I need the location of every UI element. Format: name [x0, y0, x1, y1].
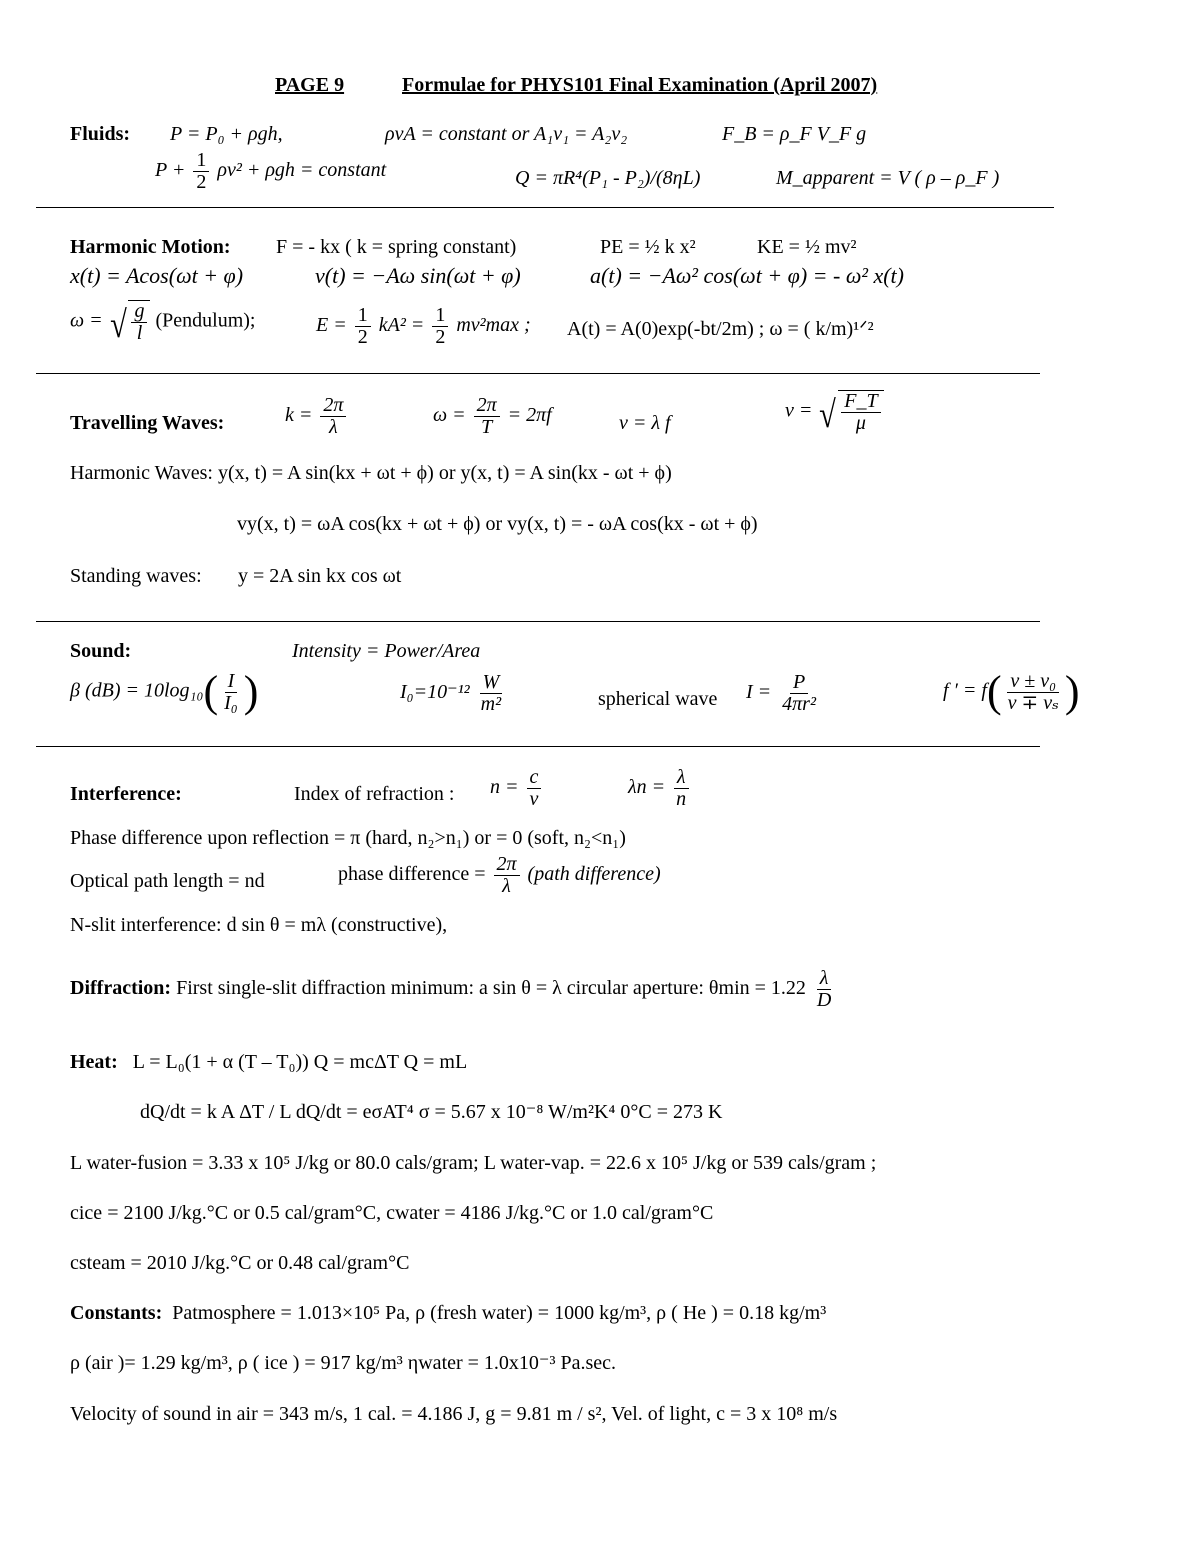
interference-phase-reflection: Phase difference upon reflection = π (hard, n₂>n₁) or = 0 (soft, n₂<n₁): [70, 827, 626, 849]
fluids-eq-poiseuille: Q = πR⁴(P₁ - P₂)/(8ηL): [515, 167, 701, 189]
heat-line-1: Heat: L = L₀(1 + α (T – T₀)) Q = mcΔT Q = mL: [70, 1051, 468, 1073]
constants-line-3: Velocity of sound in air = 343 m/s, 1 cal. = 4.186 J, g = 9.81 m / s², Vel. of light, c = 3 x 10⁸ m/s: [70, 1403, 838, 1425]
page-number: PAGE 9: [275, 74, 345, 96]
waves-standing-eq: y = 2A sin kx cos ωt: [238, 565, 402, 587]
harmonic-eq-ke: KE = ½ mv²: [757, 236, 857, 258]
sound-heading: Sound:: [70, 640, 132, 662]
section-divider: [36, 746, 1040, 747]
harmonic-damped: A(t) = A(0)exp(-bt/2m) ; ω = ( k/m)¹ᐟ²: [567, 318, 874, 340]
interference-index-eq: n = $\frac{c}{v}$: [490, 767, 544, 810]
interference-wavelength-eq: λn = $\frac{\lambda}{n}$: [628, 767, 692, 810]
section-divider: [36, 207, 1054, 208]
harmonic-eq-pe: PE = ½ k x²: [600, 236, 696, 258]
sound-intensity: Intensity = Power/Area: [292, 640, 481, 662]
diffraction-line: Diffraction: First single-slit diffraction minimum: a sin θ = λ circular aperture: θmin = 1.22 $\frac{\lambda}{D}$: [70, 967, 832, 1011]
fluids-eq-continuity: ρvA = constant or A₁v₁ = A₂v₂: [385, 123, 628, 145]
waves-eq-k: k = $\frac{2\pi}{\lambda}$: [285, 395, 349, 438]
waves-eq-v: v = λ f: [619, 412, 671, 434]
waves-eq-string-speed: v = √ $\frac{F\_T}{\mu}$: [785, 390, 884, 434]
section-divider: [36, 373, 1040, 374]
interference-opl: Optical path length = nd: [70, 870, 265, 892]
page-title: Formulae for PHYS101 Final Examination (April 2007): [402, 74, 878, 96]
waves-vy-line: vy(x, t) = ωA cos(kx + ωt + ϕ) or vy(x, t) = - ωA cos(kx - ωt + ϕ): [237, 513, 758, 535]
interference-heading: Interference:: [70, 783, 182, 805]
harmonic-eq-position: x(t) = Acos(ωt + φ): [70, 263, 244, 288]
waves-standing-label: Standing waves:: [70, 565, 202, 587]
interference-nslit: N-slit interference: d sin θ = mλ (constructive),: [70, 914, 448, 936]
heat-line-2: dQ/dt = k A ΔT / L dQ/dt = eσAT⁴ σ = 5.67 x 10⁻⁸ W/m²K⁴ 0°C = 273 K: [140, 1101, 723, 1123]
constants-line-2: ρ (air )= 1.29 kg/m³, ρ ( ice ) = 917 kg/m³ ηwater = 1.0x10⁻³ Pa.sec.: [70, 1352, 617, 1374]
sound-spherical-eq: I = $\frac{P}{\text{4πr²}}$: [746, 671, 816, 715]
fluids-eq-apparent-mass: M_apparent = V ( ρ – ρ_F ): [776, 167, 1000, 189]
harmonic-pendulum: ω = √ $\frac{g}{l}$ (Pendulum);: [70, 300, 256, 346]
waves-heading: Travelling Waves:: [70, 412, 225, 434]
harmonic-eq-velocity: v(t) = −Aω sin(ωt + φ): [315, 263, 521, 288]
section-divider: [36, 621, 1040, 622]
heat-specific-ice-water: cice = 2100 J/kg.°C or 0.5 cal/gram°C, cwater = 4186 J/kg.°C or 1.0 cal/gram°C: [70, 1202, 714, 1224]
fluids-eq-pressure: P = P₀ + ρgh,: [170, 123, 283, 145]
waves-eq-omega: ω = $\frac{2\pi}{T}$ = 2πf: [433, 394, 552, 438]
harmonic-eq-acceleration: a(t) = −Aω² cos(ωt + φ) = - ω² x(t): [590, 263, 904, 288]
interference-index-label: Index of refraction :: [294, 783, 455, 805]
constants-line-1: Constants: Patmosphere = 1.013×10⁵ Pa, ρ (fresh water) = 1000 kg/m³, ρ ( He ) = 0.18 kg/m³: [70, 1302, 827, 1324]
harmonic-eq-hooke: F = - kx ( k = spring constant): [276, 236, 517, 258]
sound-decibel: β (dB) = 10log₁₀( $\frac{I}{\text{I₀}}$ ): [70, 667, 259, 716]
fluids-heading: Fluids:: [70, 123, 131, 145]
sound-doppler: f ′ = f( $\frac{\text{v ± v₀}}{\text{v ∓ vₛ}}$ ): [943, 667, 1080, 716]
fluids-eq-buoyancy: F_B = ρ_F V_F g: [722, 123, 867, 145]
heat-specific-steam: csteam = 2010 J/kg.°C or 0.48 cal/gram°C: [70, 1252, 410, 1274]
harmonic-energy: E = $\frac{1}{2}$ kA² = $\frac{1}{2}$ mv²max ;: [316, 304, 531, 348]
sound-spherical-label: spherical wave: [598, 688, 718, 710]
harmonic-heading: Harmonic Motion:: [70, 236, 231, 258]
heat-latent: L water-fusion = 3.33 x 10⁵ J/kg or 80.0 cals/gram; L water-vap. = 22.6 x 10⁵ J/kg or 539 cals/gram ;: [70, 1152, 877, 1174]
fluids-bernoulli: P + $\frac{1}{2}$ ρv² + ρgh = constant: [155, 149, 387, 193]
waves-harmonic-line: Harmonic Waves: y(x, t) = A sin(kx + ωt + ϕ) or y(x, t) = A sin(kx - ωt + ϕ): [70, 462, 672, 484]
interference-phase-difference: phase difference = $\frac{2\pi}{\lambda}$ (path difference): [338, 853, 661, 897]
sound-reference-intensity: I₀=10⁻¹² $\frac{W}{\text{m²}}$: [400, 671, 502, 715]
